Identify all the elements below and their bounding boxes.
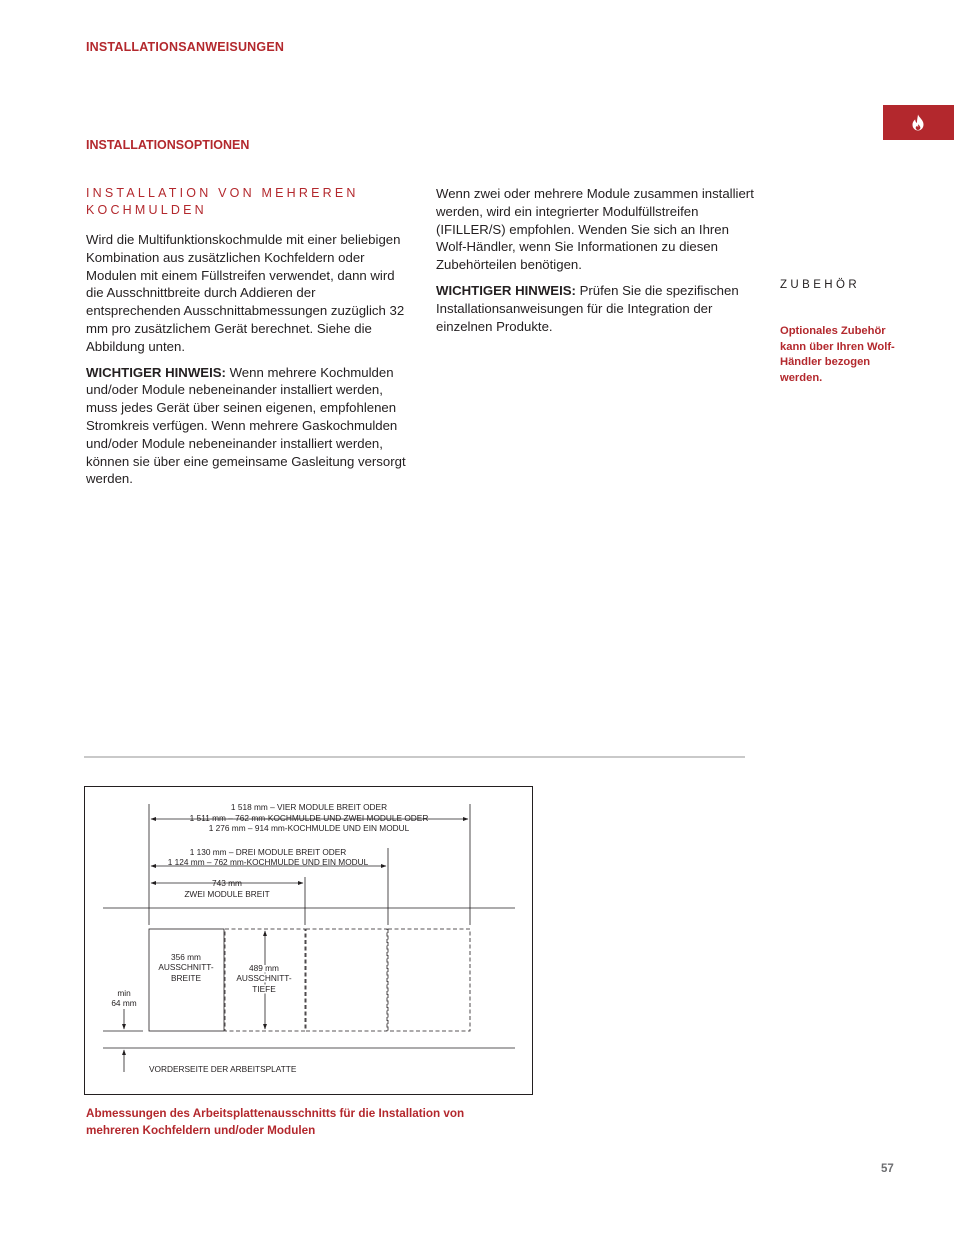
note-text: Wenn mehrere Kochmulden und/oder Module nebeneinander installiert werden, muss jedes Gerät über seinen eigenen, empfohlenen Stromkreis verfügen. Wenn mehrere Gaskochmulden und/oder Module nebeneinander installiert werden, können sie über eine gemeinsame Gasleitung versorgt werden.: [86, 364, 406, 487]
section-tab: [883, 105, 954, 140]
min-label: 64 mm: [111, 998, 137, 1008]
sidebar-heading: ZUBEHÖR: [780, 279, 861, 291]
column2-note: [436, 282, 761, 335]
page-number: 57: [881, 1163, 894, 1175]
cutout-depth-label: 489 mm: [249, 963, 279, 973]
divider: [84, 756, 745, 758]
dim-three-label: 1 130 mm – DREI MODULE BREIT ODER: [189, 847, 347, 857]
column1-paragraph: Wird die Multifunktionskochmulde mit einer beliebigen Kombination aus zusätzlichen Kochfeldern oder Modulen mit einem Füllstreifen verwendet, dann wird die Ausschnittbreite durch Addieren der entsprechenden Ausschnittabmessungen zuzüglich 32 mm pro zusätzlichem Gerät berechnet. Siehe die Abbildung unten.: [86, 232, 405, 354]
dim-two-label: 743 mm: [212, 878, 242, 888]
column2-paragraph: Wenn zwei oder mehrere Module zusammen installiert werden, wird ein integrierter Modulfüllstreifen (IFILLER/S) empfohlen. Wenden Sie sich an Ihren Wolf-Händler, wenn Sie Informationen zu diesen Zubehörteilen benötigen.: [436, 186, 754, 273]
cutout-width-label: AUSSCHNITT-: [158, 962, 214, 972]
flame-icon: [911, 114, 925, 131]
cutout-module-4: [388, 929, 470, 1031]
figure-caption: Abmessungen des Arbeitsplattenausschnitts für die Installation von mehreren Kochfeldern und/oder Modulen: [86, 1107, 465, 1137]
section-title: INSTALLATIONSANWEISUNGEN: [86, 40, 285, 54]
cutout-drawing: [85, 787, 532, 1094]
column1-text: [86, 231, 406, 496]
front-label: VORDERSEITE DER ARBEITSPLATTE: [149, 1064, 297, 1074]
subsection-title: INSTALLATIONSOPTIONEN: [86, 138, 250, 152]
min-label: min: [117, 988, 131, 998]
cutout-depth-label: AUSSCHNITT-: [236, 973, 292, 983]
cutout-width-label: 356 mm: [171, 952, 201, 962]
dim-four-label: 1 511 mm – 762 mm-KOCHMULDE UND ZWEI MODULE ODER: [189, 813, 429, 823]
cutout-width-label: BREITE: [171, 973, 201, 983]
dim-four-label: 1 518 mm – VIER MODULE BREIT ODER: [230, 802, 388, 812]
dim-four-label: 1 276 mm – 914 mm-KOCHMULDE UND EIN MODUL: [208, 823, 410, 833]
column2-text: [436, 185, 761, 343]
note-label: WICHTIGER HINWEIS:: [86, 364, 226, 380]
dim-two-label: ZWEI MODULE BREIT: [184, 889, 270, 899]
column1-heading: INSTALLATION VON MEHREREN KOCHMULDEN: [86, 186, 359, 217]
cutout-module-3: [306, 929, 387, 1031]
cutout-diagram: [84, 786, 533, 1095]
sidebar-note: Optionales Zubehör kann über Ihren Wolf-Händler bezogen werden.: [780, 325, 895, 384]
dim-three-label: 1 124 mm – 762 mm-KOCHMULDE UND EIN MODUL: [167, 857, 369, 867]
cutout-depth-label: TIEFE: [252, 984, 276, 994]
column1-note: [86, 364, 406, 489]
note-text: Prüfen Sie die spezifischen Installationsanweisungen für die Integration der einzelnen Produkte.: [436, 282, 739, 334]
note-label: WICHTIGER HINWEIS:: [436, 282, 576, 298]
